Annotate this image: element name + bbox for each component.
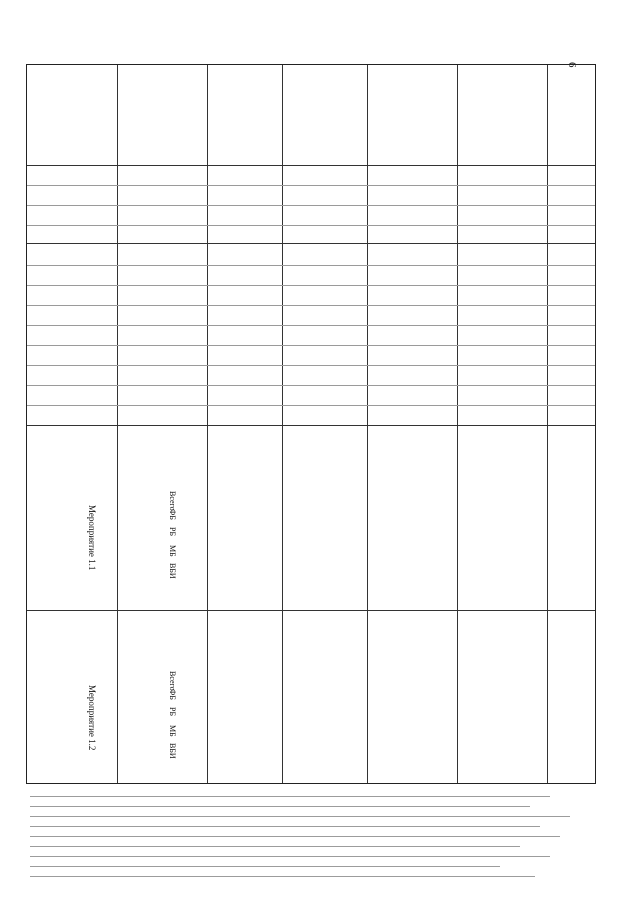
row-title: Мероприятие 1.2 (87, 685, 97, 751)
page-number: 6 (566, 62, 578, 68)
column-separator (457, 65, 458, 783)
column-separator (282, 65, 283, 783)
row-separator (27, 425, 595, 426)
column-separator (207, 65, 208, 783)
source-cell: ВБИ (168, 563, 177, 579)
column-separator (367, 65, 368, 783)
source-cell: РБ (168, 707, 177, 717)
source-cell: ВБИ (168, 743, 177, 759)
source-cell: ФБ (168, 689, 177, 700)
report-table (26, 64, 596, 784)
source-cell: Всего (168, 671, 177, 691)
column-separator (547, 65, 548, 783)
row-separator (27, 243, 595, 244)
source-cell: РБ (168, 527, 177, 537)
source-cell: ФБ (168, 509, 177, 520)
footnotes (30, 790, 600, 895)
source-cell: Всего (168, 491, 177, 511)
source-cell: МБ (168, 725, 177, 737)
row-title: Мероприятие 1.1 (87, 505, 97, 571)
header-separator (27, 165, 595, 166)
row-separator (27, 610, 595, 611)
column-separator (117, 65, 118, 783)
source-cell: МБ (168, 545, 177, 557)
